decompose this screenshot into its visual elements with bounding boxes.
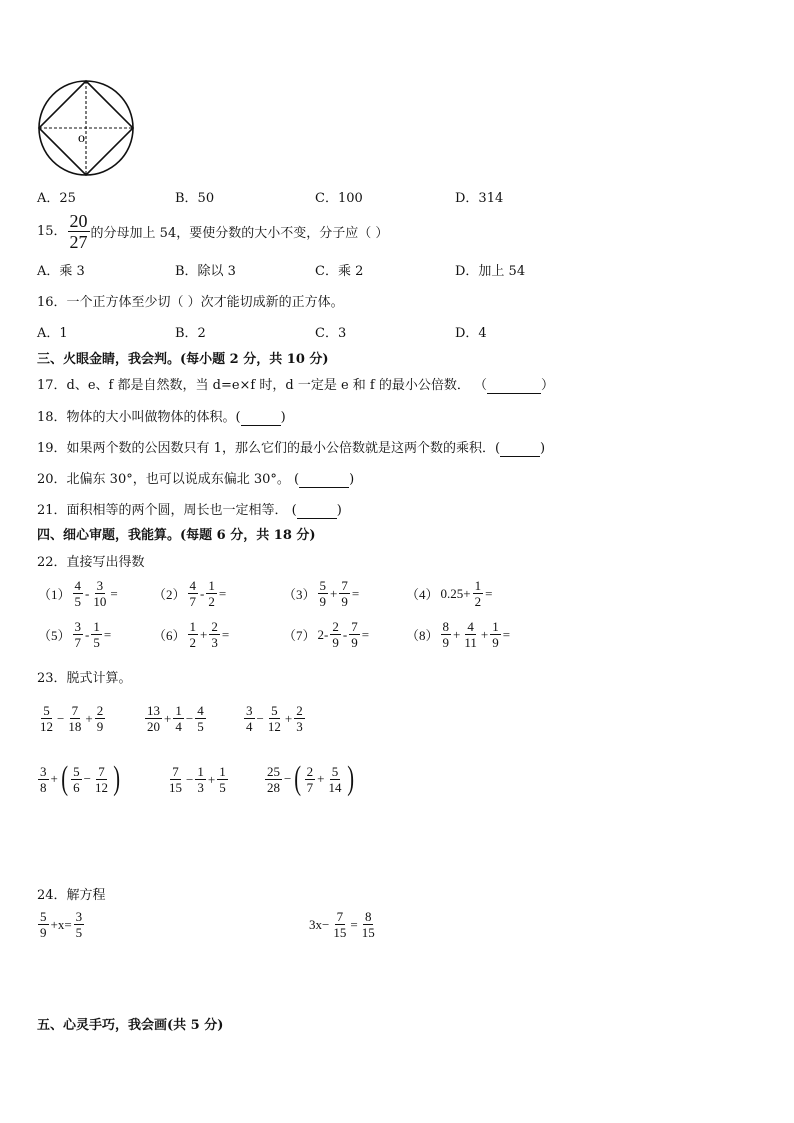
- q15-question: [37, 211, 388, 252]
- q23-expression-6: $\frac{25}{28}$ −( $\frac{2}{7}$ + $\frac{5}{14}$ ): [267, 760, 354, 797]
- q16-option-b: B．2: [175, 326, 206, 341]
- section-5-title: 五、心灵手巧，我会画(共 5 分): [37, 1018, 224, 1033]
- q16-question: 16．一个正方体至少切（ ）次才能切成新的正方体。: [37, 295, 344, 310]
- q22-problem-4: （4） 0.25+ $\frac{1}{2}$ =: [406, 578, 493, 609]
- q24-equation-2: 3x− $\frac{7}{15}$ = $\frac{8}{15}$: [309, 909, 375, 940]
- q19-question: 19．如果两个数的公因数只有 1，那么它们的最小公倍数就是这两个数的乘积．( ): [37, 441, 546, 456]
- q22-problem-2: （2） $\frac{4}{7}$ - $\frac{1}{2}$ =: [153, 578, 227, 609]
- q20-question: 20．北偏东 30°，也可以说成东偏北 30°。 ( ): [37, 472, 355, 487]
- q24-title: 24．解方程: [37, 888, 106, 903]
- figure-center-label: o: [78, 131, 85, 146]
- section-3-title: 三、火眼金睛，我会判。(每小题 2 分，共 10 分): [37, 352, 329, 367]
- q23-expression-1: $\frac{5}{12}$ − $\frac{7}{18}$ + $\frac{2}{9}$: [40, 703, 104, 734]
- q16-option-c: C．3: [315, 326, 347, 341]
- q17-question: 17．d、e、f 都是自然数，当 d=e×f 时，d 一定是 e 和 f 的最小公倍数． （ ）: [37, 378, 555, 393]
- q17-answer-blank[interactable]: [487, 378, 541, 394]
- q15-option-d: D．加上 54: [455, 264, 526, 279]
- circle-square-figure: [36, 78, 140, 178]
- q15-option-b: B．除以 3: [175, 264, 236, 279]
- q23-expression-5: $\frac{7}{15}$ − $\frac{1}{3}$ + $\frac{1}{5}$: [169, 764, 226, 795]
- q16-option-a: A．1: [37, 326, 68, 341]
- q23-expression-3: $\frac{3}{4}$ − $\frac{5}{12}$ + $\frac{2}{3}$: [246, 703, 303, 734]
- section-4-title: 四、细心审题，我能算。(每题 6 分，共 18 分): [37, 528, 316, 543]
- q23-expression-2: $\frac{13}{20}$ + $\frac{1}{4}$ − $\frac{4}{5}$: [147, 703, 204, 734]
- q23-title: 23．脱式计算。: [37, 671, 132, 686]
- q18-question: 18．物体的大小叫做物体的体积。( ): [37, 410, 286, 425]
- q22-problem-3: （3） $\frac{5}{9}$ + $\frac{7}{9}$ =: [283, 578, 360, 609]
- q21-question: 21．面积相等的两个圆，周长也一定相等． ( ): [37, 503, 342, 518]
- q22-problem-8: （8） $\frac{8}{9}$ + $\frac{4}{11}$ + $\frac{1}{9}$ =: [406, 619, 511, 650]
- q22-problem-6: （6） $\frac{1}{2}$ + $\frac{2}{3}$ =: [153, 619, 230, 650]
- q15-number: 15．: [37, 224, 67, 239]
- q15-option-a: A．乘 3: [37, 264, 85, 279]
- q19-answer-blank[interactable]: [500, 441, 540, 457]
- q20-answer-blank[interactable]: [299, 472, 349, 488]
- q15-fraction: $\frac{20}{27}$: [69, 211, 88, 252]
- q14-option-b: B．50: [175, 191, 215, 206]
- q15-text: 的分母加上 54，要使分数的大小不变，分子应（ ）: [90, 226, 389, 241]
- q22-title: 22．直接写出得数: [37, 555, 145, 570]
- q18-answer-blank[interactable]: [241, 410, 281, 426]
- q14-option-a: A．25: [37, 191, 76, 206]
- q22-problem-7: （7） 2- $\frac{2}{9}$ - $\frac{7}{9}$ =: [283, 619, 370, 650]
- q14-option-d: D．314: [455, 191, 504, 206]
- q16-option-d: D．4: [455, 326, 487, 341]
- q23-expression-4: $\frac{3}{8}$ +( $\frac{5}{6}$ − $\frac{7}{12}$ ): [40, 760, 121, 797]
- q15-option-c: C．乘 2: [315, 264, 364, 279]
- q22-problem-5: （5） $\frac{3}{7}$ - $\frac{1}{5}$ =: [38, 619, 112, 650]
- q24-equation-1: $\frac{5}{9}$ +x= $\frac{3}{5}$: [40, 909, 83, 940]
- q14-option-c: C．100: [315, 191, 363, 206]
- q21-answer-blank[interactable]: [297, 503, 337, 519]
- q22-problem-1: （1） $\frac{4}{5}$ - $\frac{3}{10}$ =: [38, 578, 118, 609]
